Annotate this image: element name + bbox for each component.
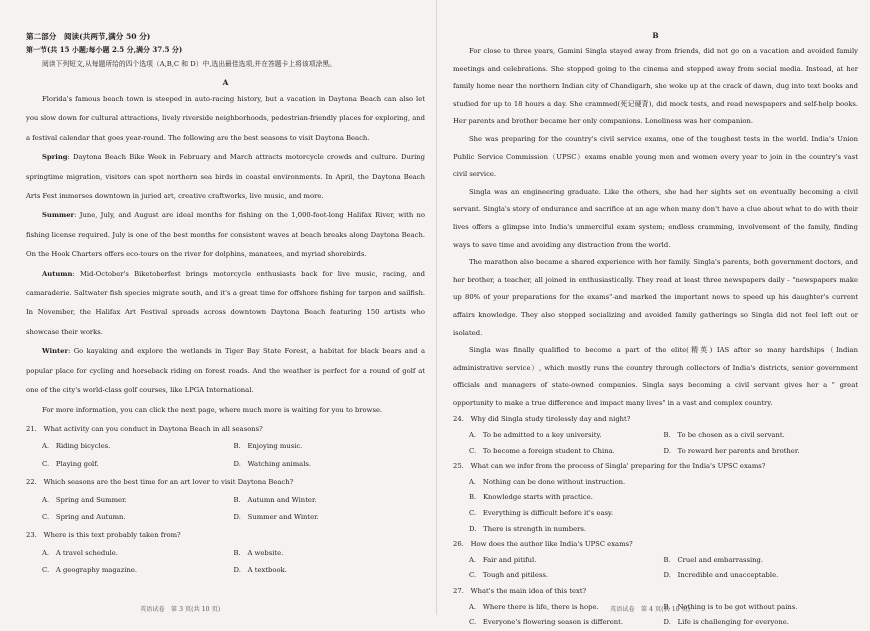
option-27b: B. Nothing is to be got without pains. bbox=[663, 602, 798, 611]
question-25: 25. What can we infer from the process of Singla' preparing for the India's UPSC exams? bbox=[453, 462, 766, 471]
option-22a: A. Spring and Summer. bbox=[42, 495, 127, 504]
passage-b-paragraph-1: For close to three years, Gamini Singla stayed away from friends, did not go on a vacation and avoided family meetings and celebrations. She stopped going to the cinema and stepped away from social media. Instead, at her family home near the northern Indian city of Chandigarh, she woke up at the crack of dawn, dug into text books and studied for up to 18 hours a day. She crammed(死记硬背), did mock tests, and read newspapers and self-help books. Her parents and brother became her only companions. Loneliness was her companion. bbox=[453, 47, 858, 126]
autumn-label: Autumn bbox=[42, 269, 73, 278]
passage-b-paragraph-4: The marathon also became a shared experience with her family. Singla's parents, both government doctors, and her brother, a teacher, all joined in enthusiastically. They read at least three newspapers daily - "newspapers make up 80% of your preparations for the exams"-and marked the important news to speed up his daughter's current affairs knowledge. They also stopped socializing and avoided family gatherings so Singla did not feel left out or isolated. bbox=[453, 258, 858, 337]
option-23d: D. A textbook. bbox=[233, 566, 287, 575]
question-23: 23. Where is this text probably taken from? bbox=[26, 531, 181, 540]
question-22-options bbox=[26, 492, 425, 527]
question-26-options bbox=[453, 553, 858, 584]
summer-paragraph bbox=[26, 206, 425, 264]
option-22c: C. Spring and Autumn. bbox=[42, 512, 126, 521]
question-26: 26. How does the author like India's UPSC exams? bbox=[453, 540, 633, 549]
option-26d: D. Incredible and unacceptable. bbox=[663, 571, 779, 580]
option-25c: C. Everything is difficult before it's easy. bbox=[469, 509, 614, 518]
option-24b: B. To be chosen as a civil servant. bbox=[663, 431, 785, 440]
question-21-options bbox=[26, 438, 425, 473]
option-21d: D. Watching animals. bbox=[233, 459, 312, 468]
right-page bbox=[437, 0, 870, 627]
spring-text: : Daytona Beach Bike Week in February and March attracts motorcycle crowds and culture. During springtime migration, visitors can spot northern sea birds in coastal environments. In April, the Daytona Beach Arts Fest immerses downtown in juried art, creative craftworks, live music, and more. bbox=[26, 153, 425, 201]
question-22: 22. Which seasons are the best time for an art lover to visit Daytona Beach? bbox=[26, 478, 294, 487]
passage-b-paragraph-5: Singla was finally qualified to become a part of the elite(精英) IAS after so many hardships（Indian administrative service）, which mostly runs the country through collectors of India's districts, senior government officials and managers of state-owned companies. Singla says becoming a civil servant gives her a " great opportunity to make a true difference and impact many lives" in a vast and complex country. bbox=[453, 346, 858, 407]
option-25b: B. Knowledge starts with practice. bbox=[469, 493, 593, 502]
question-25-options bbox=[453, 475, 858, 537]
part-heading: 第二部分 阅读(共两节,满分 50 分) bbox=[26, 32, 151, 41]
question-24-options bbox=[453, 428, 858, 459]
passage-a-title: A bbox=[222, 78, 229, 87]
summer-label: Summer bbox=[42, 211, 75, 220]
passage-b-paragraph-2: She was preparing for the country's civil service exams, one of the toughest tests in the world. India's Union Public Service Commission（UPSC）exams enable young men and women every year to join in the country's vast civil service. bbox=[453, 134, 858, 179]
winter-text: : Go kayaking and explore the wetlands in Tiger Bay State Forest, a habitat for black bears and a popular place for cycling and horseback riding on forest roads. And the weather is perfect for a round of golf at one of the city's world-class golf courses, like LPGA International. bbox=[26, 347, 425, 395]
question-24: 24. Why did Singla study tirelessly day and night? bbox=[453, 415, 631, 424]
option-23b: B. A website. bbox=[233, 548, 284, 557]
option-21a: A. Riding bicycles. bbox=[42, 442, 111, 451]
option-26b: B. Cruel and embarrassing. bbox=[663, 555, 764, 564]
option-27a: A. Where there is life, there is hope. bbox=[469, 602, 599, 611]
option-26a: A. Fair and pitiful. bbox=[469, 555, 537, 564]
option-23a: A. A travel schedule. bbox=[42, 548, 118, 557]
section-heading: 第一节(共 15 小题;每小题 2.5 分,满分 37.5 分) bbox=[26, 45, 183, 54]
option-24a: A. To be admitted to a key university. bbox=[469, 431, 602, 440]
left-page-footer: 英语试卷 第 3 页(共 10 页) bbox=[140, 606, 221, 613]
winter-paragraph bbox=[26, 342, 425, 400]
option-26c: C. Tough and pitiless. bbox=[469, 571, 548, 580]
option-25d: D. There is strength in numbers. bbox=[469, 524, 587, 533]
spring-label: Spring bbox=[42, 153, 68, 162]
option-22b: B. Autumn and Winter. bbox=[233, 495, 317, 504]
passage-a-intro: Florida's famous beach town is steeped in auto-racing history, but a vacation in Daytona Beach can also let you slow down for cultural attractions, lively riverside neighborhoods, pedestrian-friendly places for exploring, and a festival calendar that goes year-round. The following are the best seasons to visit Daytona Beach. bbox=[26, 95, 425, 142]
option-24d: D. To reward her parents and brother. bbox=[663, 446, 800, 455]
summer-text: : June, July, and August are ideal months for fishing on the 1,000-foot-long Halifax River, with no fishing license required. July is one of the best months for consistent waves at beach breaks along Daytona Beach. On the Hook Charters offers eco-tours on the river for dolphins, manatees, and myriad shorebirds. bbox=[26, 211, 425, 259]
instruction: 阅读下列短文,从每题所给的四个选项（A,B,C 和 D）中,选出最佳选项,并在答题卡上将该项涂黑。 bbox=[42, 60, 336, 68]
question-21: 21. What activity can you conduct in Daytona Beach in all seasons? bbox=[26, 424, 263, 433]
right-page-footer: 英语试卷 第 4 页(共 10 页) bbox=[610, 606, 691, 613]
autumn-text: : Mid-October's Biketoberfest brings motorcycle enthusiasts back for live music, racing, and camaraderie. Saltwater fish species migrate south, and it's a great time for offshore fishing for tarpon and sailfish. In November, the Halifax Art Festival spreads across downtown Daytona Beach featuring 150 artists who showcase their works. bbox=[26, 269, 425, 336]
option-21c: C. Playing golf. bbox=[42, 459, 99, 468]
option-27c: C. Everyone's flowering season is different. bbox=[469, 618, 624, 627]
winter-label: Winter bbox=[42, 347, 69, 356]
left-page bbox=[0, 0, 437, 615]
spring-paragraph bbox=[26, 148, 425, 206]
option-21b: B. Enjoying music. bbox=[233, 442, 303, 451]
option-24c: C. To become a foreign student to China. bbox=[469, 446, 615, 455]
more-info: For more information, you can click the next page, where much more is waiting for you to browse. bbox=[42, 405, 383, 414]
question-27: 27. What's the main idea of this text? bbox=[453, 587, 587, 595]
option-23c: C. A geography magazine. bbox=[42, 566, 138, 575]
question-23-options bbox=[26, 545, 425, 580]
autumn-paragraph bbox=[26, 265, 425, 343]
option-25a: A. Nothing can be done without instruction. bbox=[469, 477, 626, 486]
passage-b-paragraph-3: Singla was an engineering graduate. Like the others, she had her sights set on eventually becoming a civil servant. Singla's story of endurance and sacrifice at an age when many don't have a clue about what to do with their lives offers a glimpse into India's unmerciful exam system; endless cramming, involvement of the family, finding ways to save time and avoiding any distraction from the world. bbox=[453, 187, 858, 249]
option-22d: D. Summer and Winter. bbox=[233, 512, 319, 521]
passage-b-title: B bbox=[652, 31, 659, 40]
option-27d: D. Life is challenging for everyone. bbox=[663, 618, 789, 627]
